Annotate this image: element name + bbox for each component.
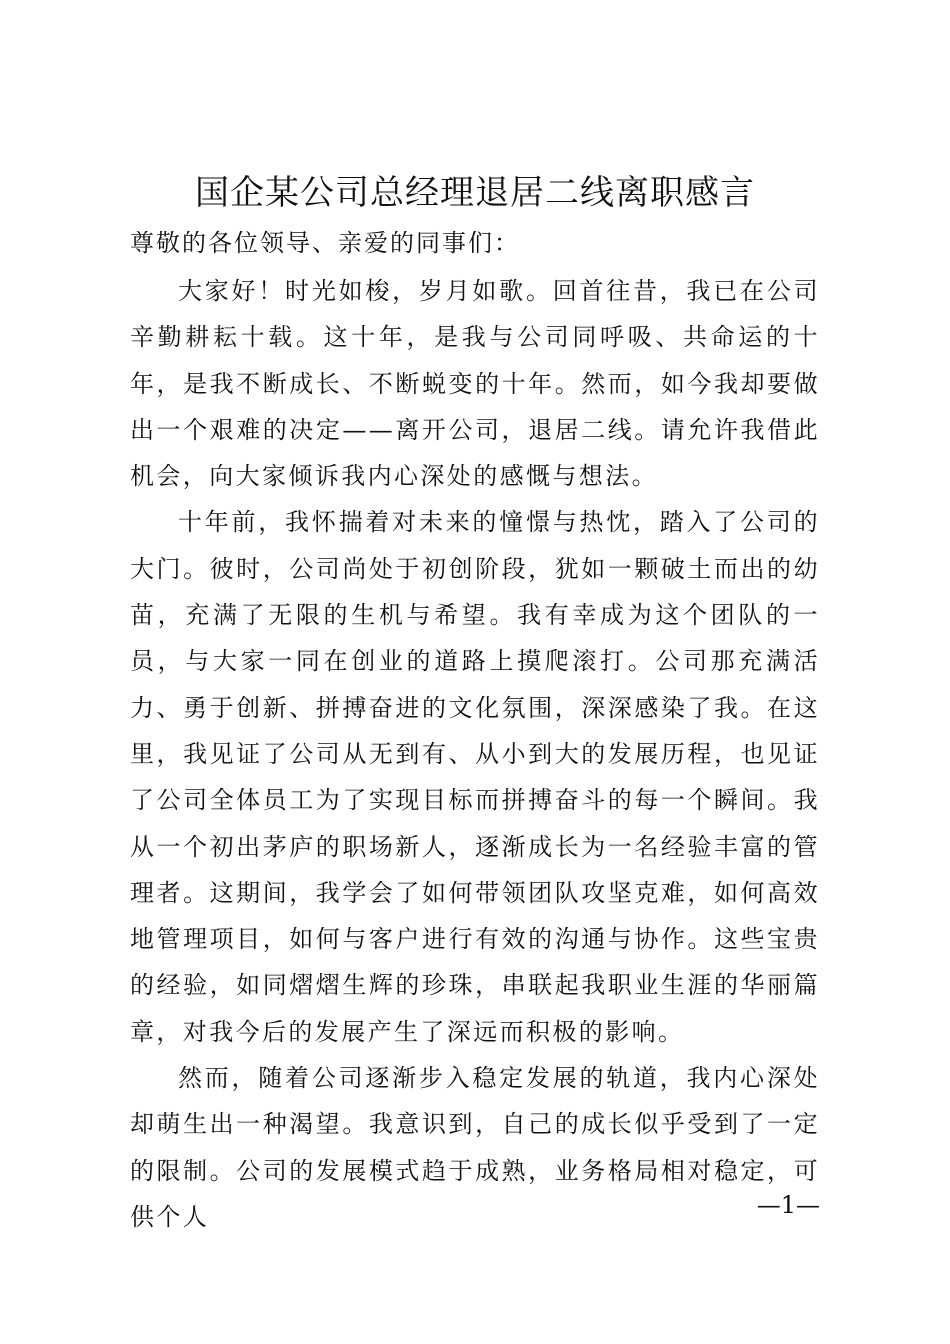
paragraph-2: 十年前，我怀揣着对未来的憧憬与热忱，踏入了公司的大门。彼时，公司尚处于初创阶段，犹如一颗破土而出的幼苗，充满了无限的生机与希望。我有幸成为这个团队的一员，与大家一同在创业的道路上摸爬滚打。公司那充满活力、勇于创新、拼搏奋进的文化氛围，深深感染了我。在这里，我见证了公司从无到有、从小到大的发展历程，也见证了公司全体员工为了实现目标而拼搏奋斗的每一个瞬间。我从一个初出茅庐的职场新人，逐渐成长为一名经验丰富的管理者。这期间，我学会了如何带领团队攻坚克难，如何高效地管理项目，如何与客户进行有效的沟通与协作。这些宝贵的经验，如同熠熠生辉的珍珠，串联起我职业生涯的华丽篇章，对我今后的发展产生了深远而积极的影响。 bbox=[130, 508, 820, 1046]
document-body bbox=[130, 268, 820, 1240]
paragraph-1: 大家好！时光如梭，岁月如歌。回首往昔，我已在公司辛勤耕耘十载。这十年，是我与公司同呼吸、共命运的十年，是我不断成长、不断蜕变的十年。然而，如今我却要做出一个艰难的决定——离开公司，退居二线。请允许我借此机会，向大家倾诉我内心深处的感慨与想法。 bbox=[130, 277, 820, 491]
document-title: 国企某公司总经理退居二线离职感言 bbox=[195, 173, 755, 213]
page-number: —1— bbox=[756, 1191, 820, 1219]
paragraph-3: 然而，随着公司逐渐步入稳定发展的轨道，我内心深处却萌生出一种渴望。我意识到，自己的成长似乎受到了一定的限制。公司的发展模式趋于成熟，业务格局相对稳定，可供个人 bbox=[130, 1064, 820, 1231]
greeting-line: 尊敬的各位领导、亲爱的同事们： bbox=[130, 229, 520, 257]
